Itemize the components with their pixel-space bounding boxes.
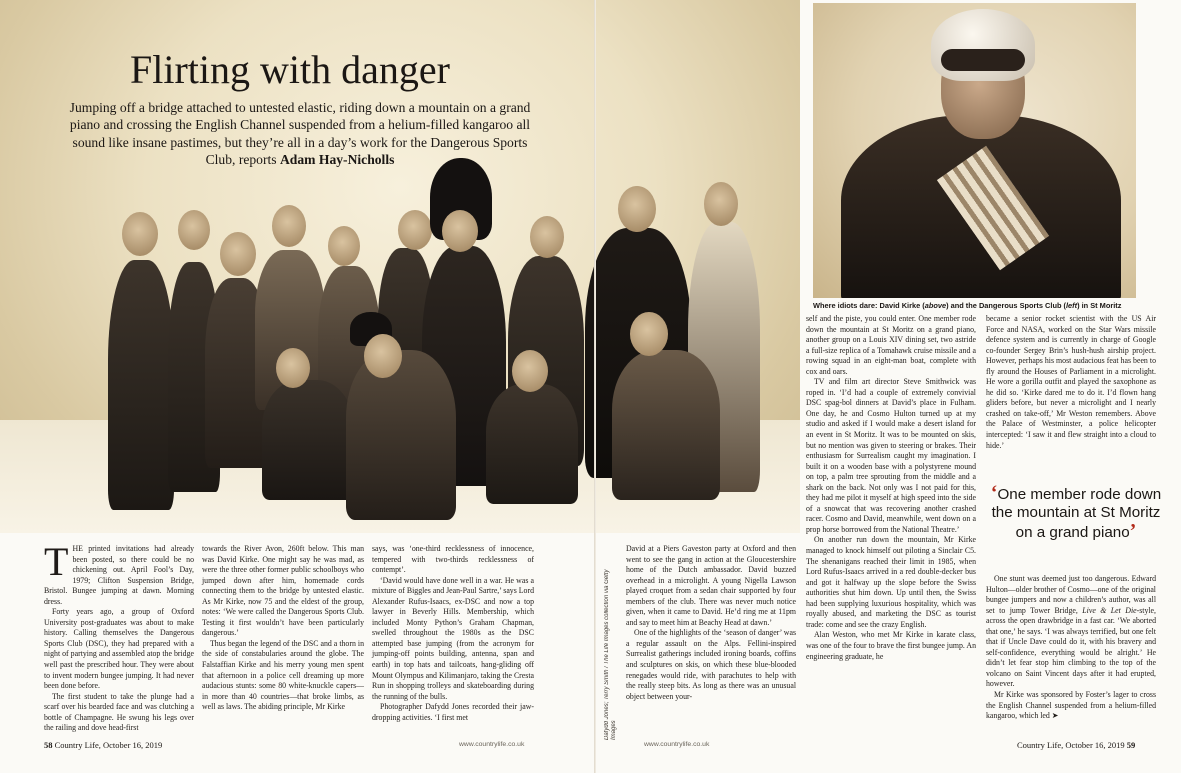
- column-1: [44, 539, 194, 734]
- url-left: www.countrylife.co.uk: [459, 741, 525, 748]
- page-number-left: 58: [44, 740, 53, 750]
- column-6: [986, 314, 1156, 451]
- column-5-para-4: Alan Weston, who met Mr Kirke in karate class, was one of the four to brave the first bungee jump. An engineering graduate, he: [806, 630, 976, 661]
- page-number-right: 59: [1126, 740, 1136, 750]
- column-3-para-3: Photographer Dafydd Jones recorded their jaw-dropping activities. ‘I first met: [372, 702, 534, 722]
- column-5-para-3: On another run down the mountain, Mr Kirke managed to knock himself out piloting a Sinclair C5. The shenanigans reached their limit in 1985, when Lord Rufus-Isaacs arrived in a red double-decker bus and got it halfway up the slope before the Swiss authorities shut him down. Up until then, the Swiss had been supplying luxurious hospitality, which was royally abused, and marketing the DSC as tourist trade: come and see the crazy English.: [806, 535, 976, 629]
- standfirst: [66, 99, 534, 169]
- column-4: [626, 544, 796, 702]
- column-5: [806, 314, 976, 662]
- photo-caption: [813, 300, 1173, 311]
- column-7-para-1: [986, 574, 1156, 690]
- pull-quote-text: One member rode down the mountain at St Moritz on a grand piano: [991, 486, 1162, 541]
- caption-tail: ) in St Moritz: [1077, 301, 1122, 310]
- quote-open-mark: ‘: [990, 482, 998, 504]
- caption-mid: ) and the Dangerous Sports Club (: [946, 301, 1066, 310]
- column-5-para-2: TV and film art director Steve Smithwick was roped in. ‘I’d had a couple of extremely convivial DSC spag-bol dinners at David’s place in Fulham. One day, he and Cosmo Hulton turned up at my studio and asked if I would make a desert island for an event in St Moritz. It was to be mounted on skis, but no mention was given to steering or brakes. Their enthusiasm for Surrealism caught my imagination. I built it on a wooden base with a polystyrene mound on top, a palm tree sprouting from the middle and a shark on the back. Not only was I not paid for this, they had me pilot it myself at high speed into the side of a snowcat that was recovering another crashed racer. Cosmo and David, meanwhile, went down on a prop horse borrowed from the National Theatre.’: [806, 377, 976, 534]
- caption-lead: Where idiots dare: David Kirke (: [813, 301, 925, 310]
- pull-quote: [986, 484, 1166, 542]
- portrait-photo: [813, 3, 1136, 298]
- column-2-para-1: towards the River Avon, 260ft below. This man was David Kirke. One might say he was mad, as were the three other former public schoolboys who jumped down after him, homemade cords connecting them to the bridge by untested elastic. As Mr Kirke, now 75 and the eldest of the group, notes: ‘We were called the Dangerous Sports Club. Testing it first wouldn’t have been particularly dangerous.’: [202, 544, 364, 638]
- folio-left-text: Country Life, October 16, 2019: [54, 740, 163, 750]
- standfirst-text: Jumping off a bridge attached to untested elastic, riding down a mountain on a grand piano and crossing the English Channel suspended from a helium-filled kangaroo all sound like insane pastimes, but they’re all in a day’s work for the Dangerous Sports Club, reports: [69, 100, 531, 168]
- column-7-film-title: Live & Let Die: [1082, 605, 1137, 615]
- folio-right: [1017, 740, 1135, 750]
- column-3-para-1: says, was ‘one-third recklessness of innocence, tempered with two-thirds recklessness of contempt’.: [372, 544, 534, 575]
- url-right: www.countrylife.co.uk: [644, 741, 710, 748]
- column-7-para-1-a: One stunt was deemed just too dangerous. Edward Hulton—older brother of Cosmo—one of the original bungee jumpers and now a children’s author, was all set to jump Tower Bridge,: [986, 574, 1156, 615]
- column-7-para-1-b: -style, across the open drawbridge in a fast car. ‘We aborted that one,’ he says. ‘I was always terrified, but one felt that if Uncle Dave could do it, with his bravery and self-confidence, everything would be alright.’ He didn’t let fear stop him climbing to the top of the volcano on Saint Vincent days after it had erupted, however.: [986, 605, 1156, 689]
- caption-above: above: [924, 301, 947, 310]
- drop-cap: T: [44, 539, 69, 584]
- column-1-para-2: Forty years ago, a group of Oxford University post-graduates was about to make history. Calling themselves the Dangerous Sports Club (DSC), they had prepared with a night of partying and assembled atop the bridge well past the prescribed hour. They were about to invent modern bungee jumping. It had never been done before.: [44, 607, 194, 691]
- column-5-para-1: self and the piste, you could enter. One member rode down the mountain at St Moritz on a grand piano, another group on a Louis XIV dining set, two astride a full-size replica of a Tomahawk cruise missile and a rowing squad in an eight-man boat, complete with cox and oars.: [806, 314, 976, 376]
- quote-close-mark: ’: [1129, 520, 1137, 542]
- column-4-para-1: David at a Piers Gaveston party at Oxford and then went to see the gang in action at the Gloucestershire home of the Dutch ambassador. David buzzed overhead in a microlight. A young Nigella Lawson played croquet from a sedan chair supported by four members of the club. There was never much notice given, when it came to David. He’d ring me at 11pm and say to meet him at Beachy Head at dawn.’: [626, 544, 796, 627]
- caption-left: left: [1066, 301, 1078, 310]
- folio-left: [44, 740, 162, 750]
- column-2: [202, 544, 364, 713]
- headline: Flirting with danger: [130, 47, 450, 92]
- column-7-para-2: Mr Kirke was sponsored by Foster’s lager to cross the English Channel suspended from a helium-filled kangaroo, which led ➤: [986, 690, 1156, 721]
- column-1-para: [44, 539, 194, 607]
- column-1-para-3: The first student to take the plunge had a scarf over his bearded face and was clutching a bottle of Champagne. He swung his legs over the railing and dove head-first: [44, 691, 194, 733]
- column-4-para-2: One of the highlights of the ‘season of danger’ was a regular assault on the Alps. Fellini-inspired Surrealist gatherings included ironing boards, coffins and sculptures on skis, on which these blue-blooded renegades would ride, with parachutes to help with the really steep bits. As long as there was an unusual object between your-: [626, 628, 796, 701]
- column-1-para-1: HE printed invitations had already been posted, so there could be no chickening out. April Fool’s Day, 1979; Clifton Suspension Bridge, Bristol. Bungee jumping at dawn. Morning dress.: [44, 544, 194, 606]
- column-7: [986, 574, 1156, 722]
- page-gutter: [594, 0, 596, 773]
- column-2-para-2: Thus began the legend of the DSC and a thorn in the side of constabularies around the globe. The Falstaffian Kirke and his merry young men spent that afternoon in a police cell dreaming up more audacious stunts: some 80 white-knuckle capers—in more than 40 countries—that broke limbs, as well as laws. The abiding principle, Mr Kirke: [202, 638, 364, 712]
- folio-right-text: Country Life, October 16, 2019: [1017, 740, 1125, 750]
- column-6-para-1: became a senior rocket scientist with the US Air Force and NASA, worked on the Star Wars missile defence system and is currently in charge of Google co-founder Sergey Brin’s hush-hush airship project. However, perhaps his most audacious feat has been to fly around the Houses of Parliament in a microlight. He wore a gorilla outfit and played the saxophone as he did so. ‘Kirke dared me to do it. I’d flown hang gliders before, but never a microlight and I nearly crashed on take-off,’ Mr Weston remembers. Above the Palace of Westminster, a police helicopter intercepted: ‘I saw it and flew straight into a cloud to hide.’: [986, 314, 1156, 450]
- photo-credit: Dafydd Jones; Terry Smith / The Life Images collection via Getty Images: [604, 569, 617, 740]
- column-3-para-2: ‘David would have done well in a war. He was a mixture of Biggles and Jean-Paul Sartre,’ says Lord Alexander Rufus-Isaacs, ex-DSC and now a top lawyer in Beverly Hills. Membership, which included Monty Python’s Graham Chapman, swelled throughout the 1980s as the DSC attempted base jumping (from the acronym for jumping-off points building, antenna, span and earth) in top hats and tailcoats, hang-gliding off Mount Olympus and Kilimanjaro, taking the Cresta Run in shopping trolleys and skateboarding during the running of the bulls.: [372, 575, 534, 701]
- column-3: [372, 544, 534, 723]
- author-name: Adam Hay-Nicholls: [279, 152, 395, 168]
